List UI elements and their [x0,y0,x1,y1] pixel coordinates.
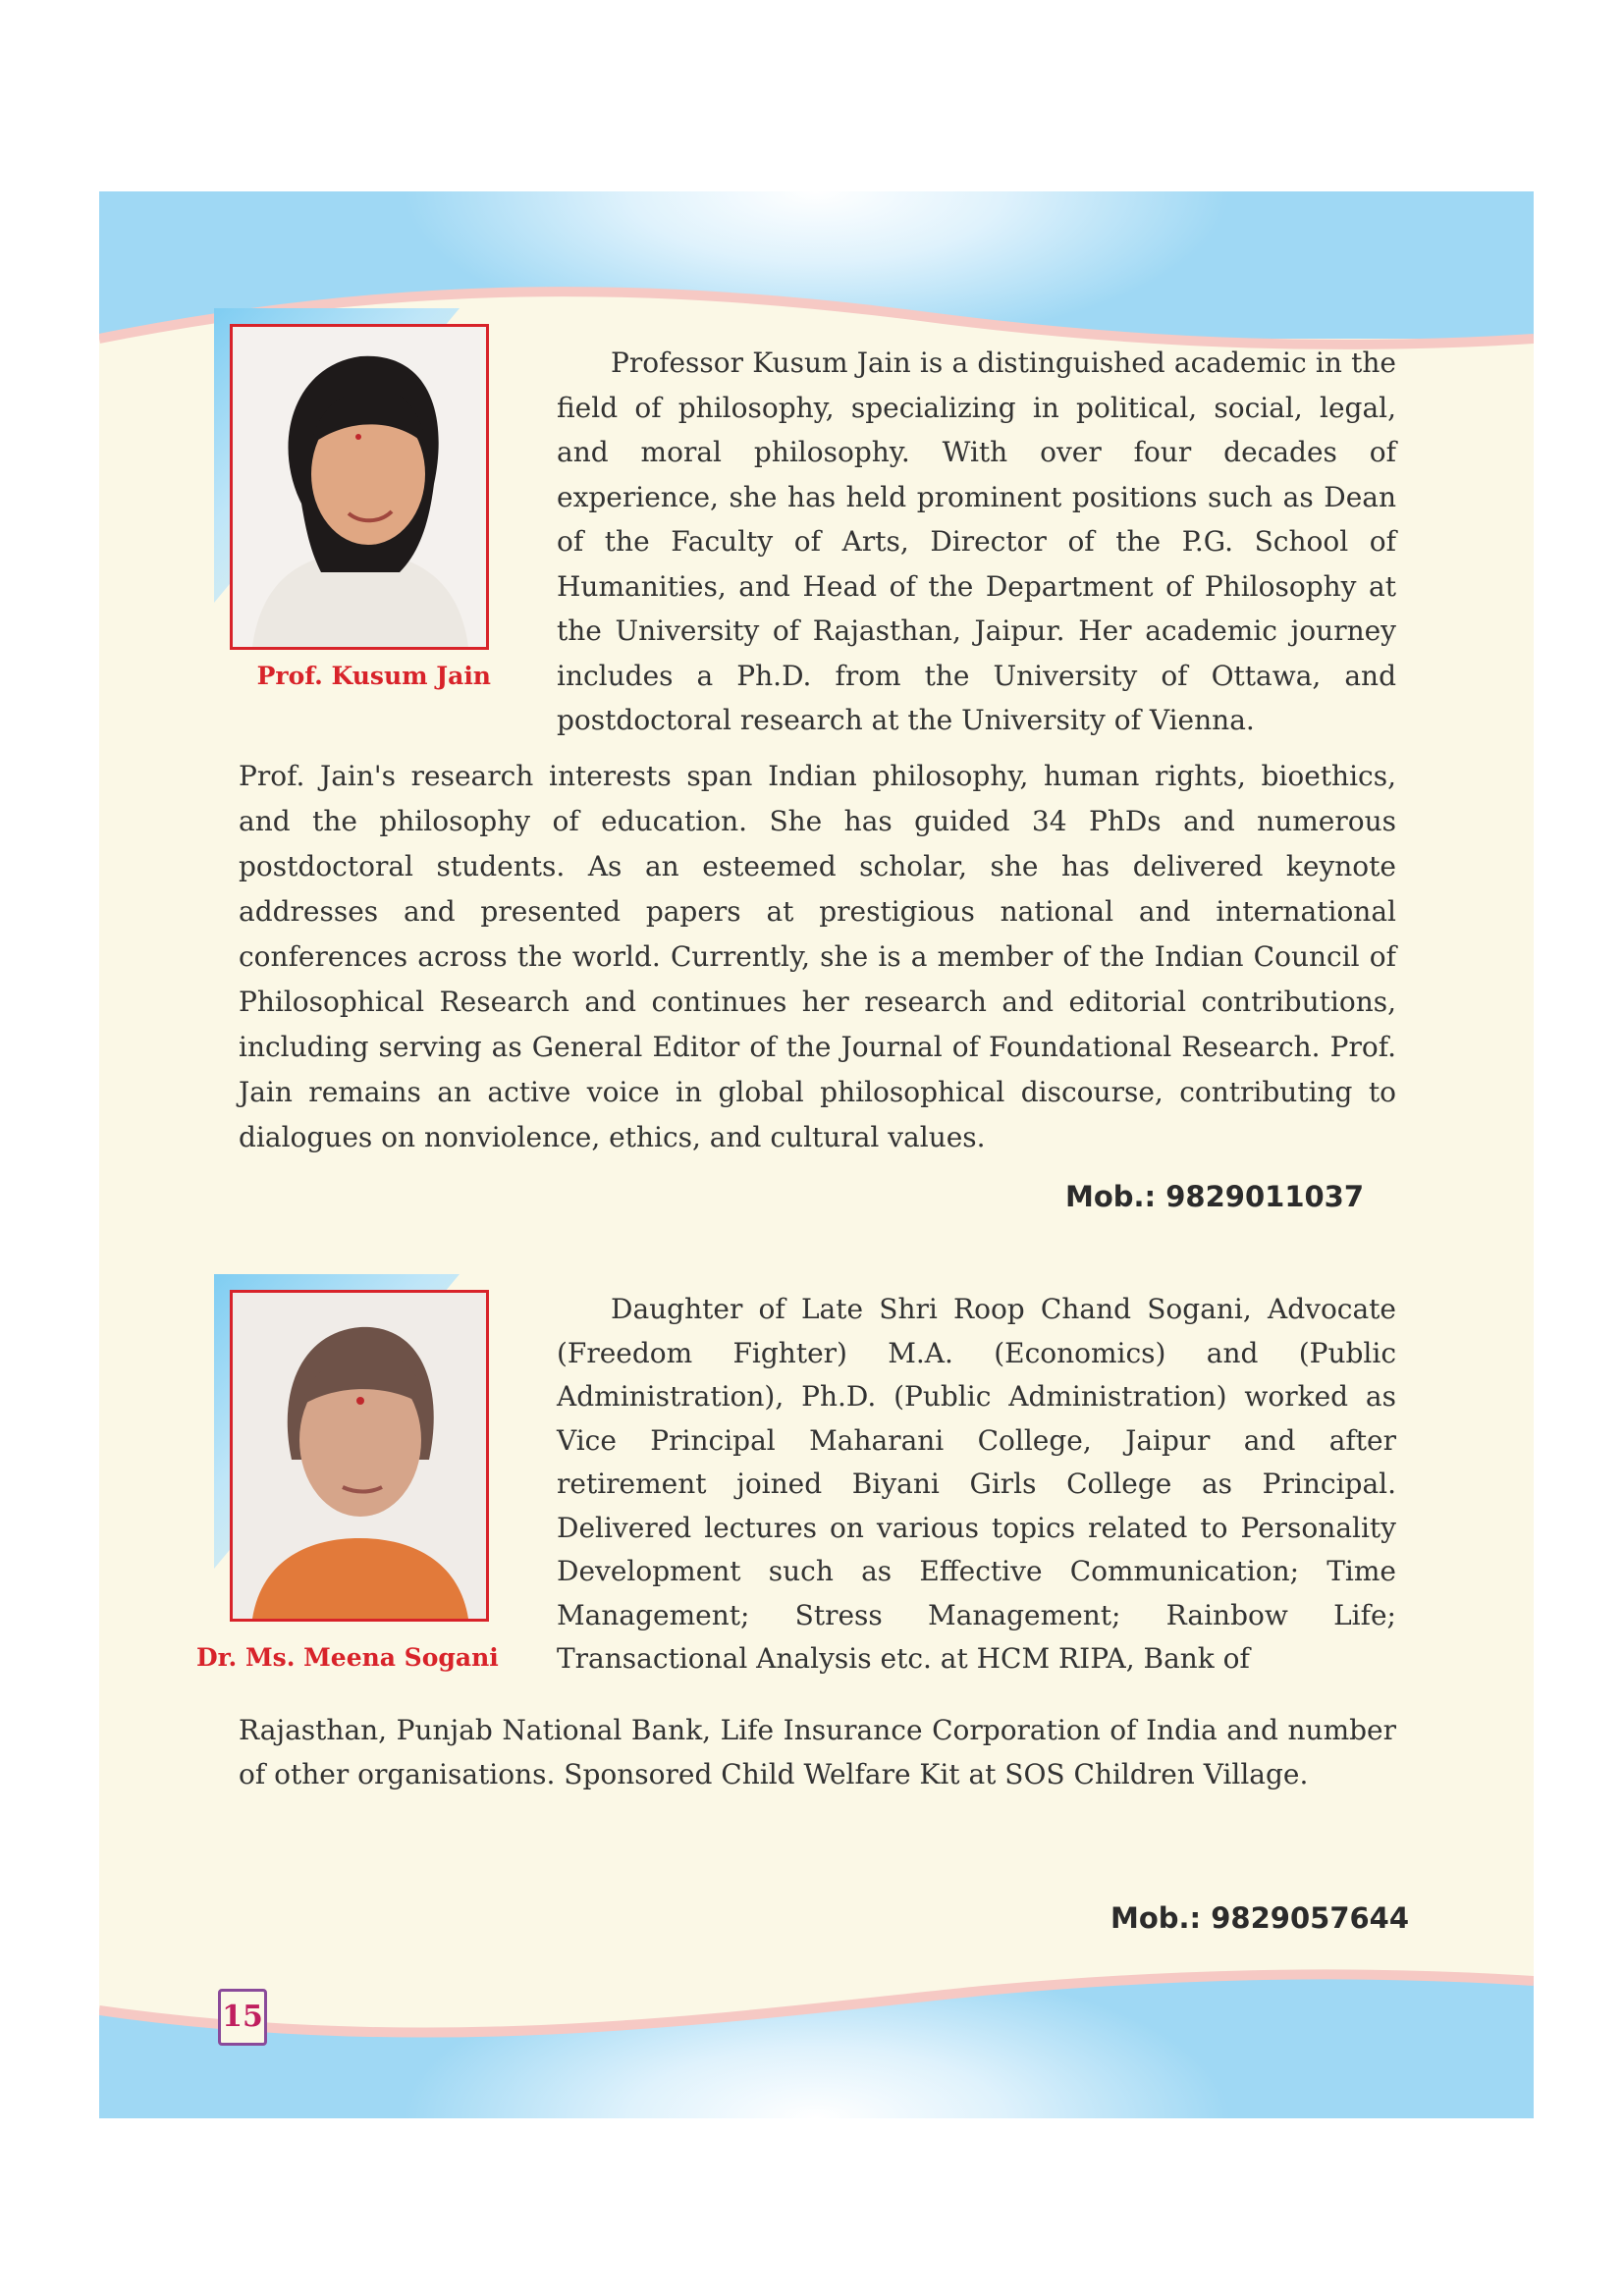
portrait-icon [233,327,486,647]
profile-bio-intro-meena-sogani: Daughter of Late Shri Roop Chand Sogani, Advocate (Freedom Fighter) M.A. (Economics) and (Public Administration), Ph.D. (Public Administration) worked as Vice Principal Maharani College, Jaipur and after retirement joined Biyani Girls College as Principal. Delivered lectures on various topics related to Personality Development such as Effective Communication; Time Management; Stress Management; Rainbow Life; Transactional Analysis etc. at HCM RIPA, Bank of [557,1293,1396,1675]
profile-bio-meena-sogani: Rajasthan, Punjab National Bank, Life Insurance Corporation of India and number of other organisations. Sponsored Child Welfare Kit at SOS Children Village. [239,1714,1396,1790]
profile-name-meena-sogani: Dr. Ms. Meena Sogani [196,1643,499,1672]
page-number: 15 [218,1989,267,2046]
bottom-wave [99,1932,1534,2079]
portrait-icon [233,1293,486,1619]
profile-bio-kusum-jain: Prof. Jain's research interests span Indian philosophy, human rights, bioethics, and the philosophy of education. She has guided 34 PhDs and numerous postdoctoral students. As an esteemed scholar, she has delivered keynote addresses and presented papers at prestigious national and international conferences across the world. Currently, she is a member of the Indian Council of Philosophical Research and continues her research and editorial contributions, including serving as General Editor of the Journal of Foundational Research. Prof. Jain remains an active voice in global philosophical discourse, contributing to dialogues on nonviolence, ethics, and cultural values. [239,760,1396,1153]
profile-mobile-meena-sogani: Mob.: 9829057644 [1110,1901,1410,1935]
profile-photo-kusum-jain [230,324,489,650]
profile-mobile-kusum-jain: Mob.: 9829011037 [1065,1180,1365,1213]
profile-bio-intro-kusum-jain: Professor Kusum Jain is a distinguished academic in the field of philosophy, specializing in political, social, legal, and moral philosophy. With over four decades of experience, she has held prominent positions such as Dean of the Faculty of Arts, Director of the P.G. School of Humanities, and Head of the Department of Philosophy at the University of Rajasthan, Jaipur. Her academic journey includes a Ph.D. from the University of Ottawa, and postdoctoral research at the University of Vienna. [557,347,1396,736]
profile-name-kusum-jain: Prof. Kusum Jain [256,662,491,690]
profile-photo-meena-sogani [230,1290,489,1622]
